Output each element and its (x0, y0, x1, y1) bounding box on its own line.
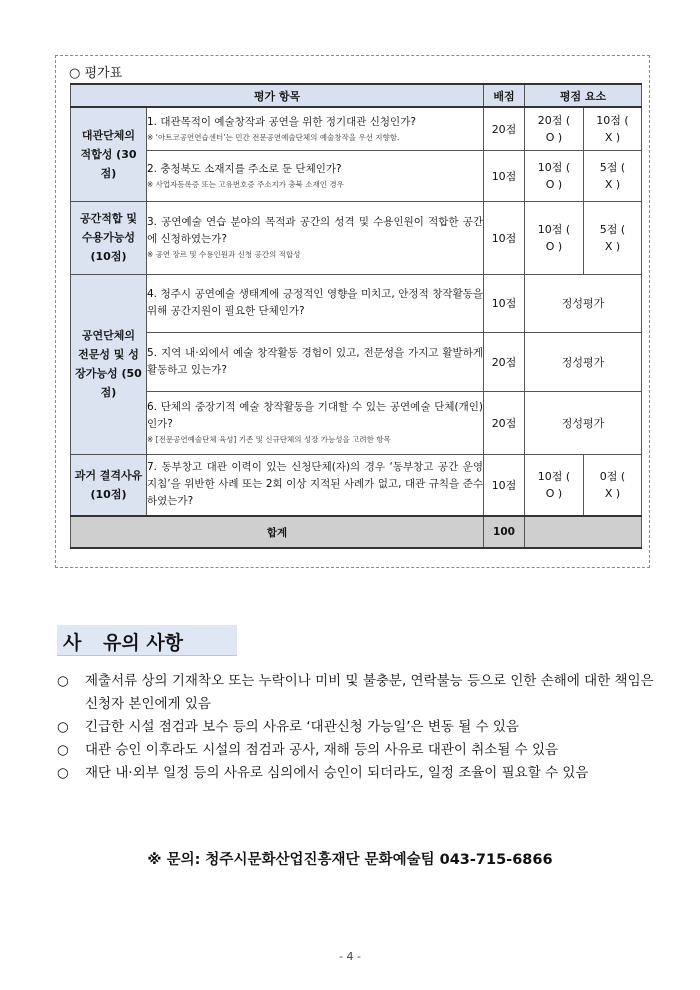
item-7: 7. 동부창고 대관 이력이 있는 신청단체(자)의 경우 ‘동부창고 공간 운영 지침’을 위반한 사례 또는 2회 이상 지적된 사례가 없고, 대관 규칙을 준수하였는가? (147, 454, 484, 516)
item-3: 3. 공연예술 연습 분야의 목적과 공간의 성격 및 수용인원이 적합한 공간에 신청하였는가? ※ 공연 장르 및 수용인원과 신청 공간의 적합성 (147, 201, 484, 274)
evaluation-table (70, 83, 642, 549)
item-6-score: 20점 (484, 391, 525, 454)
table-row (71, 454, 642, 516)
section-heading (57, 625, 237, 656)
evaluation-box (55, 55, 650, 568)
item-5-qualitative: 정성평가 (525, 332, 642, 391)
item-7-yes: 10점 ( O ) (525, 454, 584, 516)
section-letter: 사 (63, 632, 82, 654)
table-row (71, 274, 642, 332)
item-4-score: 10점 (484, 274, 525, 332)
item-7-score: 10점 (484, 454, 525, 516)
item-1: 1. 대관목적이 예술창작과 공연을 위한 정기대관 신청인가? ※ ‘아트코공연연습센터’는 민간 전문공연예술단체의 예술창작을 우선 지향함. (147, 107, 484, 150)
header-criteria: 평점 요소 (525, 84, 642, 107)
total-row (71, 516, 642, 548)
circle-bullet-icon: ○ (57, 673, 69, 689)
category-expertise: 공연단체의 전문성 및 성장가능성 (50점) (71, 274, 147, 454)
header-points: 배점 (484, 84, 525, 107)
table-row (71, 107, 642, 150)
list-item: ○ 재단 내·외부 일정 등의 사유로 심의에서 승인이 되더라도, 일정 조율이 필요할 수 있음 (57, 762, 657, 785)
item-7-no: 0점 ( X ) (584, 454, 642, 516)
list-item: ○ 대관 승인 이후라도 시설의 점검과 공사, 재해 등의 사유로 대관이 취소될 수 있음 (57, 739, 657, 762)
section-title: 유의 사항 (103, 632, 184, 654)
category-past-record: 과거 결격사유 (10점) (71, 454, 147, 516)
item-1-no: 10점 ( X ) (584, 107, 642, 150)
item-2-no: 5점 ( X ) (584, 150, 642, 201)
total-empty (525, 516, 642, 548)
header-items: 평가 항목 (71, 84, 484, 107)
item-1-yes: 20점 ( O ) (525, 107, 584, 150)
circle-bullet-icon: ○ (57, 719, 69, 735)
table-header-row (71, 84, 642, 107)
total-value: 100 (484, 516, 525, 548)
table-row (71, 391, 642, 454)
total-label: 합계 (71, 516, 484, 548)
item-3-no: 5점 ( X ) (584, 201, 642, 274)
item-2: 2. 충청북도 소재지를 주소로 둔 단체인가? ※ 사업자등록증 또는 고유번호증 주소지가 충북 소재인 경우 (147, 150, 484, 201)
contact-info: ※ 문의: 청주시문화산업진흥재단 문화예술팀 043-715-6866 (147, 852, 553, 868)
table-row (71, 201, 642, 274)
evaluation-title: ○ 평가표 (69, 66, 123, 81)
circle-bullet-icon: ○ (57, 742, 69, 758)
item-1-score: 20점 (484, 107, 525, 150)
item-6-qualitative: 정성평가 (525, 391, 642, 454)
item-4: 4. 청주시 공연예술 생태계에 긍정적인 영향을 미치고, 안정적 창작활동을 위해 공간지원이 필요한 단체인가? (147, 274, 484, 332)
list-item: ○ 제출서류 상의 기재착오 또는 누락이나 미비 및 불충분, 연락불능 등으로 인한 손해에 대한 책임은 신청자 본인에게 있음 (57, 670, 657, 716)
notes-list (57, 670, 657, 785)
item-5: 5. 지역 내·외에서 예술 창작활동 경험이 있고, 전문성을 가지고 활발하게 활동하고 있는가? (147, 332, 484, 391)
category-space: 공간적합 및 수용가능성 (10점) (71, 201, 147, 274)
item-4-qualitative: 정성평가 (525, 274, 642, 332)
circle-bullet-icon: ○ (57, 765, 69, 781)
list-item: ○ 긴급한 시설 점검과 보수 등의 사유로 ‘대관신청 가능일’은 변동 될 수 있음 (57, 716, 657, 739)
item-2-score: 10점 (484, 150, 525, 201)
item-3-yes: 10점 ( O ) (525, 201, 584, 274)
item-2-yes: 10점 ( O ) (525, 150, 584, 201)
item-3-score: 10점 (484, 201, 525, 274)
table-row (71, 332, 642, 391)
item-6: 6. 단체의 중장기적 예술 창작활동을 기대할 수 있는 공연예술 단체(개인)인가? ※ [전문공연예술단체 육성] 기존 및 신규단체의 성장 가능성을 고려한 항목 (147, 391, 484, 454)
table-row (71, 150, 642, 201)
item-5-score: 20점 (484, 332, 525, 391)
category-suitability: 대관단체의 적합성 (30점) (71, 107, 147, 201)
page-number: - 4 - (339, 950, 361, 963)
